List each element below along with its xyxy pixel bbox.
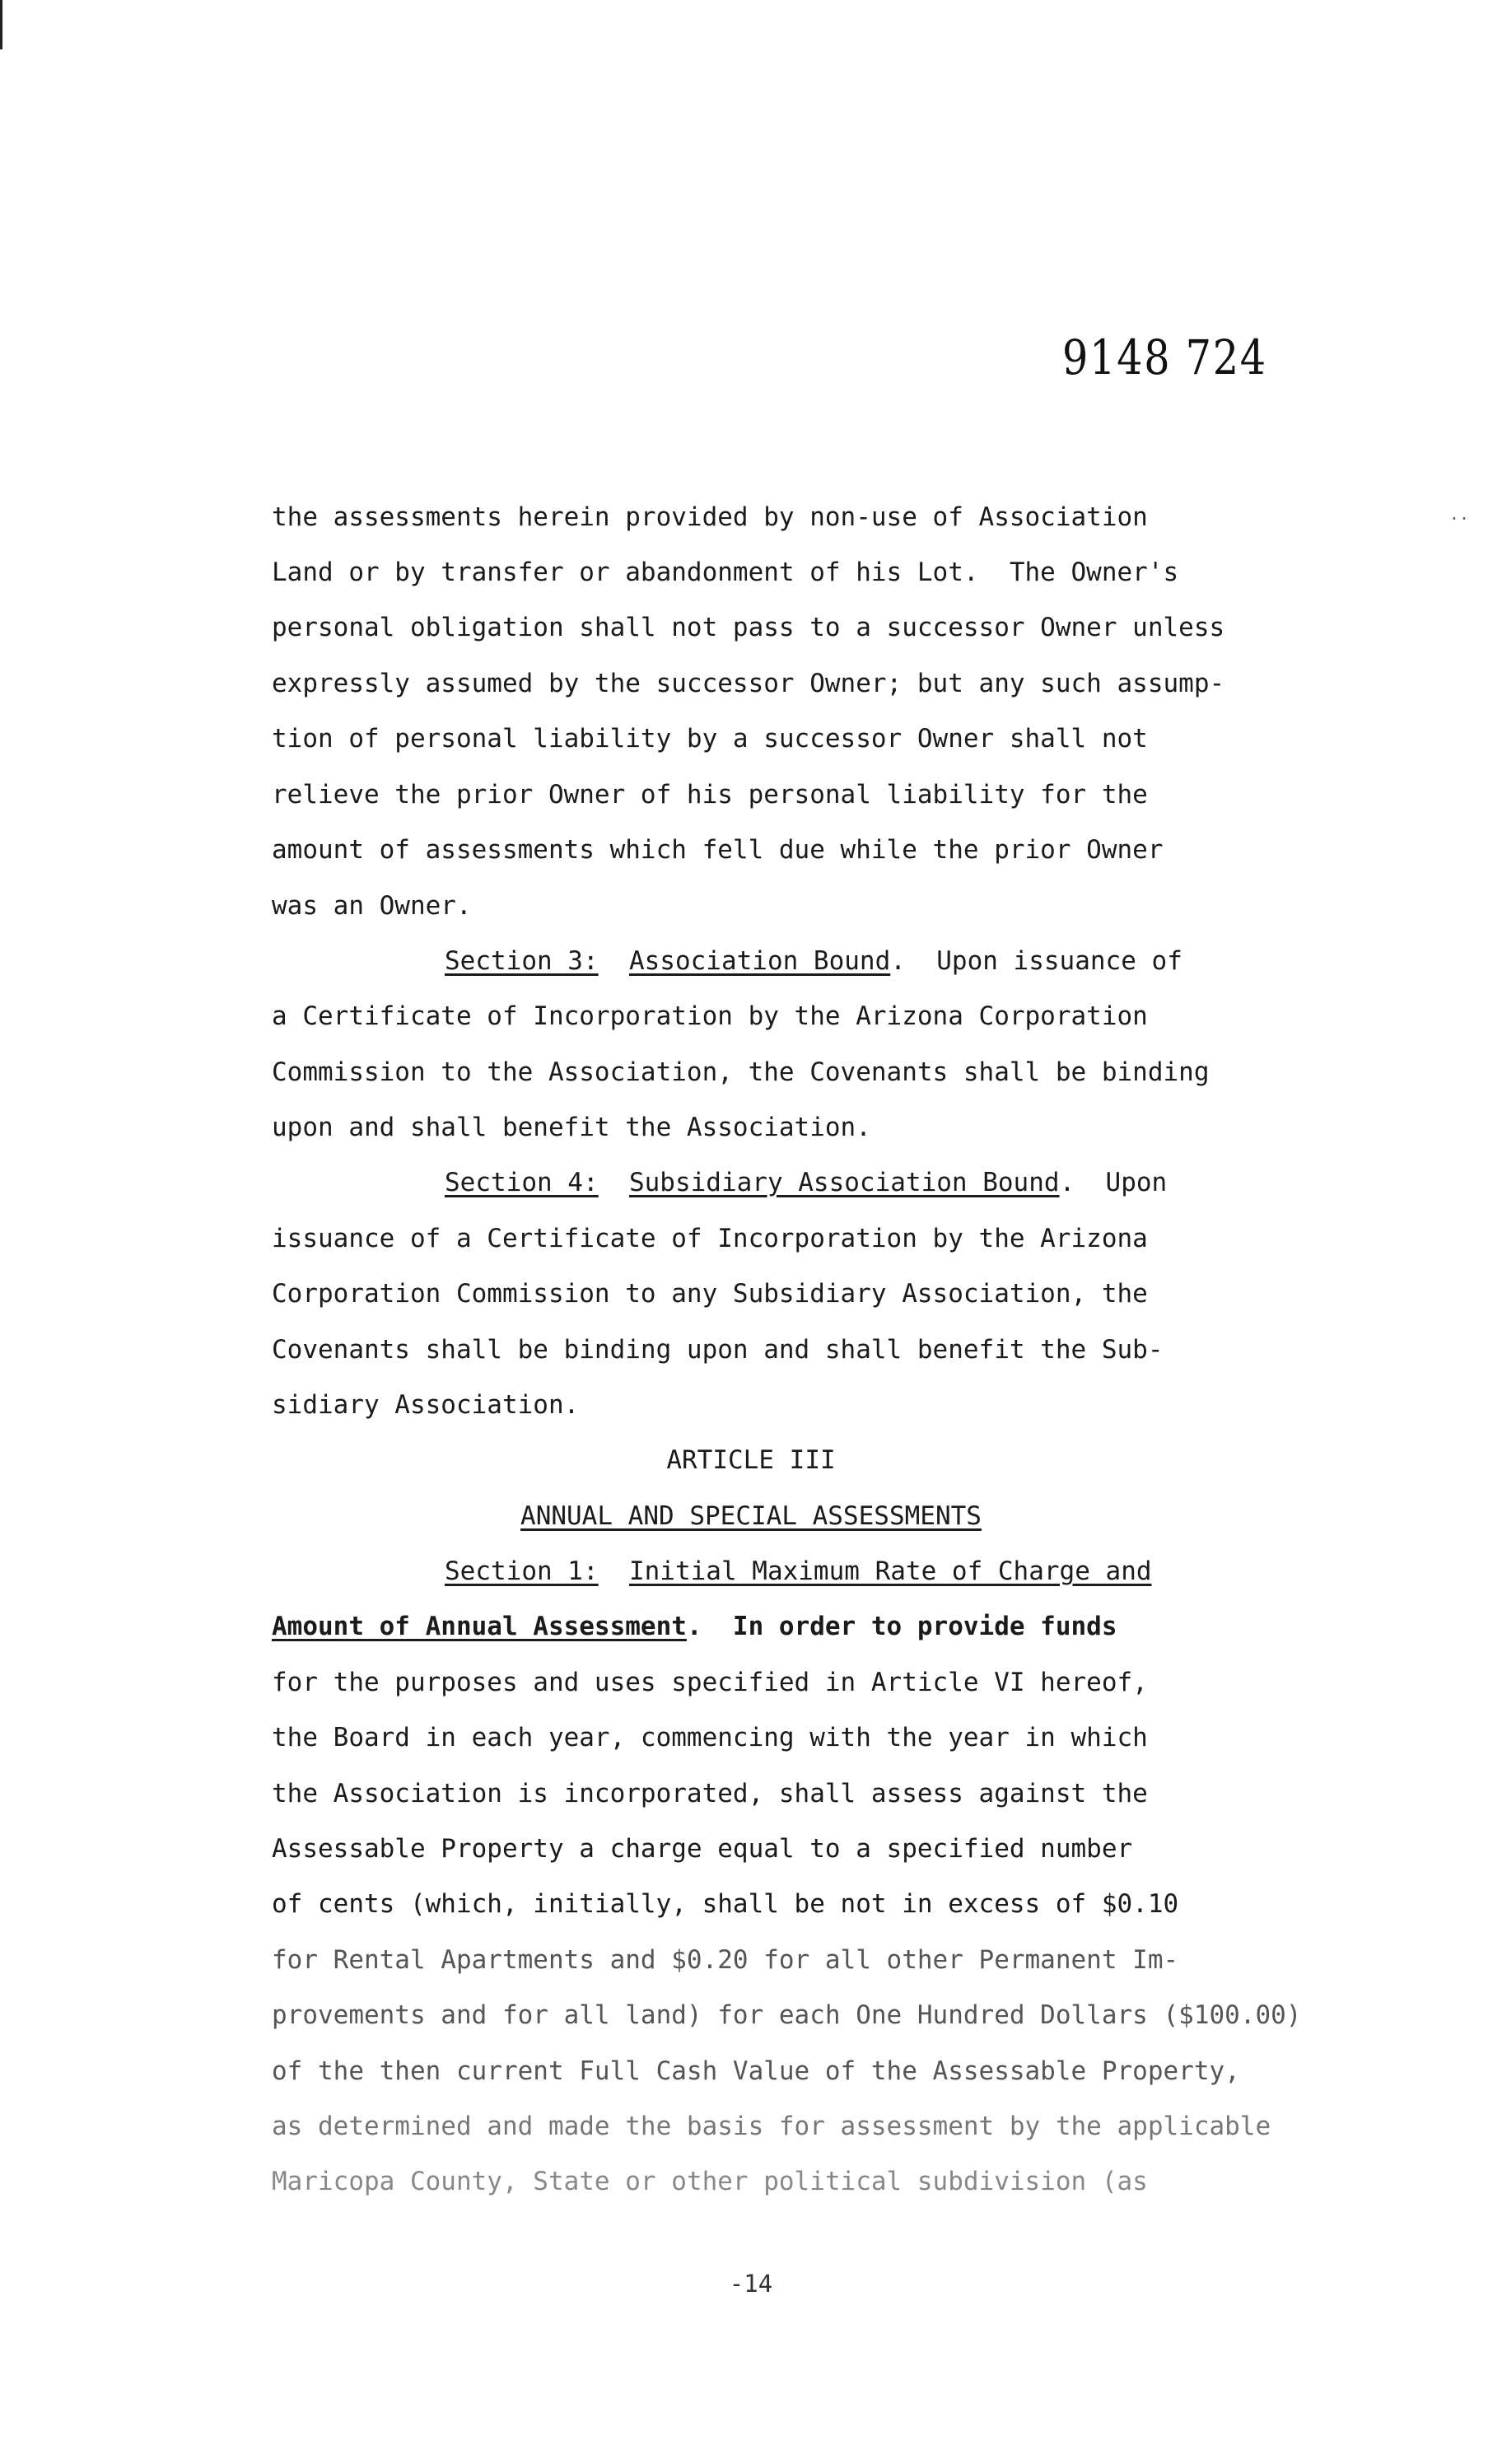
body-line: upon and shall benefit the Association. — [272, 1113, 871, 1142]
section-4-heading: Section 4: — [445, 1168, 599, 1197]
body-line: issuance of a Certificate of Incorporation by the Arizona — [272, 1224, 1148, 1253]
section-4-first-line — [272, 1166, 1167, 1199]
recording-number: 9148 724 — [1062, 329, 1267, 385]
body-line: sidiary Association. — [272, 1390, 580, 1420]
body-line: relieve the prior Owner of his personal liability for the — [272, 780, 1148, 810]
body-line: Maricopa County, State or other political subdivision (as — [272, 2167, 1148, 2196]
body-line: amount of assessments which fell due while the prior Owner — [272, 835, 1164, 865]
margin-mark: .. — [1449, 504, 1470, 524]
section-1-heading: Section 1: — [445, 1556, 599, 1586]
body-line: for Rental Apartments and $0.20 for all other Permanent Im- — [272, 1945, 1179, 1975]
body-line: a Certificate of Incorporation by the Arizona Corporation — [272, 1001, 1148, 1031]
section-1-title-a: Initial Maximum Rate of Charge and — [628, 1556, 1152, 1586]
section-3-title: Association Bound — [628, 946, 891, 976]
body-line: expressly assumed by the successor Owner; but any such assump- — [272, 669, 1225, 698]
section-4-title: Subsidiary Association Bound — [628, 1168, 1060, 1197]
section-4-text: . Upon — [1059, 1168, 1168, 1197]
page-number: -14 — [729, 2270, 773, 2298]
body-line: Assessable Property a charge equal to a specified number — [272, 1834, 1133, 1864]
body-line: provements and for all land) for each One Hundred Dollars ($100.00) — [272, 2000, 1302, 2030]
body-line: was an Owner. — [272, 891, 472, 921]
body-line: the assessments herein provided by non-use of Association — [272, 502, 1148, 532]
section-1-first-line — [272, 1555, 1152, 1588]
article-number: ARTICLE III — [666, 1445, 836, 1475]
section-3-heading: Section 3: — [445, 946, 599, 976]
scan-edge-line — [0, 0, 2, 49]
body-line: Land or by transfer or abandonment of his Lot. The Owner's — [272, 558, 1179, 587]
body-line: personal obligation shall not pass to a successor Owner unless — [272, 613, 1225, 642]
body-line: Covenants shall be binding upon and shall benefit the Sub- — [272, 1335, 1164, 1365]
body-line: the Board in each year, commencing with the year in which — [272, 1723, 1148, 1752]
section-1-text: . In order to provide funds — [686, 1612, 1117, 1641]
body-line: the Association is incorporated, shall assess against the — [272, 1779, 1148, 1808]
body-line: tion of personal liability by a successor Owner shall not — [272, 724, 1148, 754]
body-line: Corporation Commission to any Subsidiary Association, the — [272, 1279, 1148, 1309]
article-title: ANNUAL AND SPECIAL ASSESSMENTS — [520, 1501, 982, 1531]
section-1-second-line — [272, 1610, 1117, 1643]
body-line: of the then current Full Cash Value of the Assessable Property, — [272, 2056, 1240, 2086]
body-line: of cents (which, initially, shall be not in excess of $0.10 — [272, 1889, 1179, 1919]
section-3-text: . Upon issuance of — [890, 946, 1182, 976]
section-3-first-line — [272, 945, 1182, 978]
body-line: for the purposes and uses specified in Article VI hereof, — [272, 1668, 1148, 1697]
body-line: as determined and made the basis for assessment by the applicable — [272, 2112, 1271, 2141]
section-1-title-b: Amount of Annual Assessment — [272, 1612, 687, 1641]
body-line: Commission to the Association, the Covenants shall be binding — [272, 1057, 1210, 1087]
